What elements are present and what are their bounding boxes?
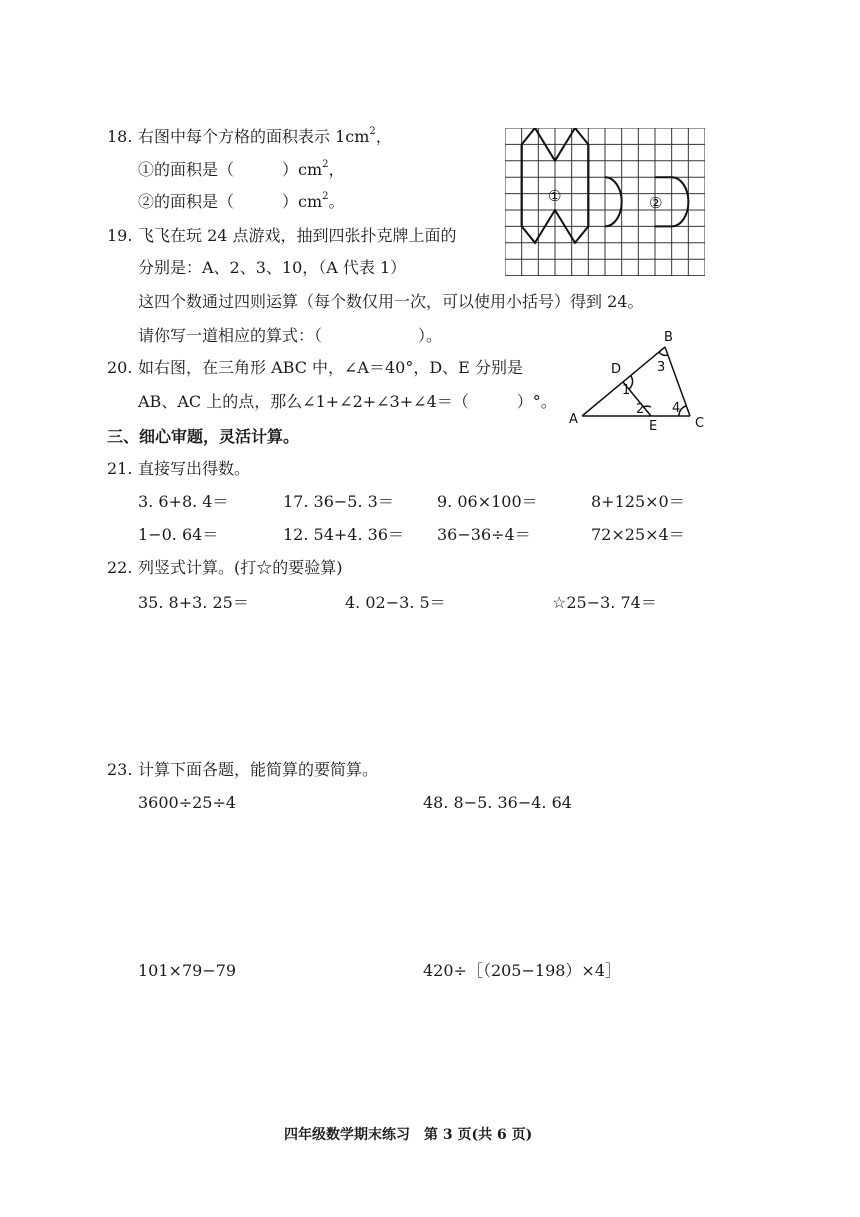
q22-item-2: 4. 02−3. 5＝ (345, 593, 446, 612)
q21-r2-c4: 72×25×4＝ (591, 525, 685, 544)
shape-2-outline (605, 177, 688, 226)
shape-1-label: ① (548, 187, 562, 205)
label-C: C (695, 416, 705, 431)
q22-title: 列竖式计算。(打☆的要验算) (138, 558, 343, 577)
side-AB (582, 347, 665, 416)
q18-line3-sup: 2 (322, 190, 329, 202)
q18-line3 (138, 192, 345, 212)
q23-item-2: 48. 8−5. 36−4. 64 (423, 793, 572, 812)
label-E: E (649, 419, 658, 432)
q23-item-1: 3600÷25÷4 (138, 793, 237, 812)
q20-line2: AB、AC 上的点，那么∠1+∠2+∠3+∠4＝（ ）°。 (138, 392, 557, 411)
q19-line1: 飞飞在玩 24 点游戏，抽到四张扑克牌上面的 (138, 226, 457, 245)
q18-line1 (138, 127, 392, 147)
angle-4-label: 4 (672, 401, 681, 416)
q21-number: 21. (107, 459, 133, 478)
label-B: B (664, 330, 673, 345)
q23-number: 23. (107, 760, 133, 779)
q20-line1: 如右图，在三角形 ABC 中，∠A＝40°，D、E 分别是 (138, 358, 523, 377)
section3-title: 三、细心审题，灵活计算。 (107, 427, 300, 446)
q18-number: 18. (107, 127, 133, 146)
q18-line3-end: 。 (328, 192, 345, 211)
q18-line1-end: ， (375, 127, 392, 146)
q23-item-4: 420÷［（205−198）×4］ (423, 961, 622, 980)
q18-line1-sup: 2 (369, 125, 376, 137)
q22-item-3: ☆25−3. 74＝ (552, 593, 657, 612)
q18-line3-text: ②的面积是（ ）cm (138, 192, 323, 211)
grid-lines (505, 128, 705, 276)
q18-line2-text: ①的面积是（ ）cm (138, 160, 323, 179)
q21-r1-c3: 9. 06×100＝ (437, 492, 538, 511)
q18-line2-sup: 2 (322, 158, 329, 170)
q18-line1-text: 右图中每个方格的面积表示 1cm (138, 127, 370, 146)
q18-line2-end: ， (328, 160, 345, 179)
angle-1-label: 1 (622, 383, 631, 398)
shape-2-label: ② (649, 194, 663, 212)
q18-line2 (138, 160, 345, 180)
q22-number: 22. (107, 558, 133, 577)
q20-number: 20. (107, 358, 133, 377)
q21-r2-c2: 12. 54+4. 36＝ (283, 525, 405, 544)
grid-figure (505, 128, 705, 276)
angle-3-label: 3 (657, 360, 666, 375)
triangle-figure (565, 327, 715, 432)
q21-r1-c4: 8+125×0＝ (591, 492, 685, 511)
q21-r2-c1: 1−0. 64＝ (138, 525, 219, 544)
q19-line3: 这四个数通过四则运算（每个数仅用一次，可以使用小括号）得到 24。 (138, 292, 644, 311)
q21-r1-c2: 17. 36−5. 3＝ (283, 492, 394, 511)
q21-r2-c3: 36−36÷4＝ (437, 525, 531, 544)
q23-item-3: 101×79−79 (138, 961, 237, 980)
page-footer: 四年级数学期末练习 第 3 页(共 6 页) (284, 1127, 533, 1143)
q19-line2: 分别是：A、2、3、10，（A 代表 1） (138, 258, 407, 277)
q21-r1-c1: 3. 6+8. 4＝ (138, 492, 229, 511)
label-D: D (611, 362, 622, 377)
angle-2-label: 2 (636, 402, 645, 417)
q23-title: 计算下面各题，能简算的要简算。 (138, 760, 379, 779)
q21-title: 直接写出得数。 (138, 459, 251, 478)
q19-line4: 请你写一道相应的算式：（ ）。 (138, 326, 443, 345)
q19-number: 19. (107, 226, 133, 245)
q22-item-1: 35. 8+3. 25＝ (138, 593, 249, 612)
label-A: A (569, 412, 578, 427)
